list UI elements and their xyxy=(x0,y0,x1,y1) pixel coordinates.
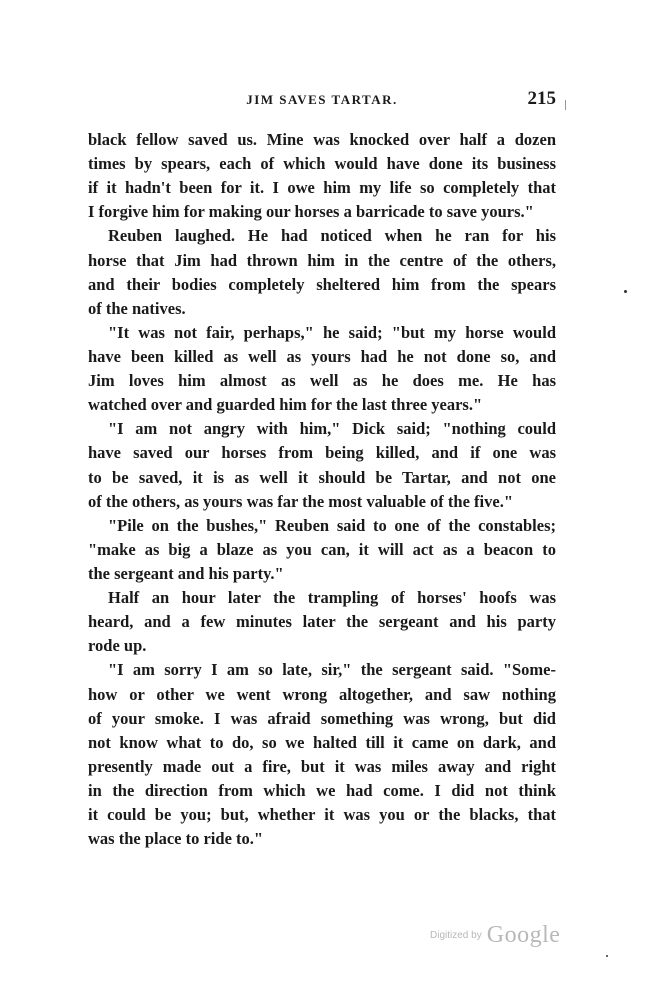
text-line: Reuben laughed. He had noticed when he ran for his xyxy=(108,226,556,246)
text-line: the sergeant and his party." xyxy=(88,563,284,583)
text-line: I forgive him for making our horses a barricade to save yours." xyxy=(88,202,534,222)
text-line: "Pile on the bushes," Reuben said to one of the constables; xyxy=(108,515,556,535)
scan-speck xyxy=(606,955,608,957)
watermark-prefix: Digitized by xyxy=(430,930,482,941)
text-line: presently made out a fire, but it was miles away and right xyxy=(88,756,556,776)
text-line: "make as big a blaze as you can, it will act as a beacon to xyxy=(88,539,556,559)
text-line: have been killed as well as yours had he not done so, and xyxy=(88,346,556,366)
text-line: it could be you; but, whether it was you or the blacks, that xyxy=(88,805,556,825)
text-line: of your smoke. I was afraid something was wrong, but did xyxy=(88,708,556,728)
text-line: Half an hour later the trampling of horses' hoofs was xyxy=(108,588,556,608)
text-line: black fellow saved us. Mine was knocked over half a dozen xyxy=(88,130,556,149)
text-line: and their bodies completely sheltered him from the spears xyxy=(88,274,556,294)
text-line: to be saved, it is as well it should be Tartar, and not one xyxy=(88,467,556,487)
running-head: JIM SAVES TARTAR. xyxy=(246,92,398,107)
text-line: how or other we went wrong altogether, and saw nothing xyxy=(88,684,556,704)
text-line: "I am sorry I am so late, sir," the sergeant said. "Some- xyxy=(108,660,556,680)
text-line: rode up. xyxy=(88,636,147,656)
digitized-watermark xyxy=(430,922,580,958)
body-text xyxy=(88,128,556,851)
text-line: of the others, as yours was far the most valuable of the five." xyxy=(88,491,513,511)
text-line: of the natives. xyxy=(88,298,186,318)
scan-speck xyxy=(624,290,627,293)
page-number: 215 xyxy=(527,88,556,109)
text-line: not know what to do, so we halted till it came on dark, and xyxy=(88,732,556,752)
google-logo: Google xyxy=(486,922,561,948)
text-line: heard, and a few minutes later the sergeant and his party xyxy=(88,612,556,632)
text-line: if it hadn't been for it. I owe him my life so completely that xyxy=(88,178,556,198)
text-line: have saved our horses from being killed, and if one was xyxy=(88,443,556,463)
text-line: times by spears, each of which would have done its business xyxy=(88,154,556,174)
text-line: "I am not angry with him," Dick said; "nothing could xyxy=(108,419,556,439)
page-header xyxy=(88,88,556,112)
text-line: horse that Jim had thrown him in the centre of the others, xyxy=(88,250,556,270)
text-line: was the place to ride to." xyxy=(88,829,264,849)
scan-speck xyxy=(565,100,566,110)
text-line: watched over and guarded him for the last three years." xyxy=(88,395,483,415)
text-line: in the direction from which we had come. I did not think xyxy=(88,780,556,800)
text-line: Jim loves him almost as well as he does me. He has xyxy=(88,371,556,391)
text-line: "It was not fair, perhaps," he said; "but my horse would xyxy=(108,322,556,342)
